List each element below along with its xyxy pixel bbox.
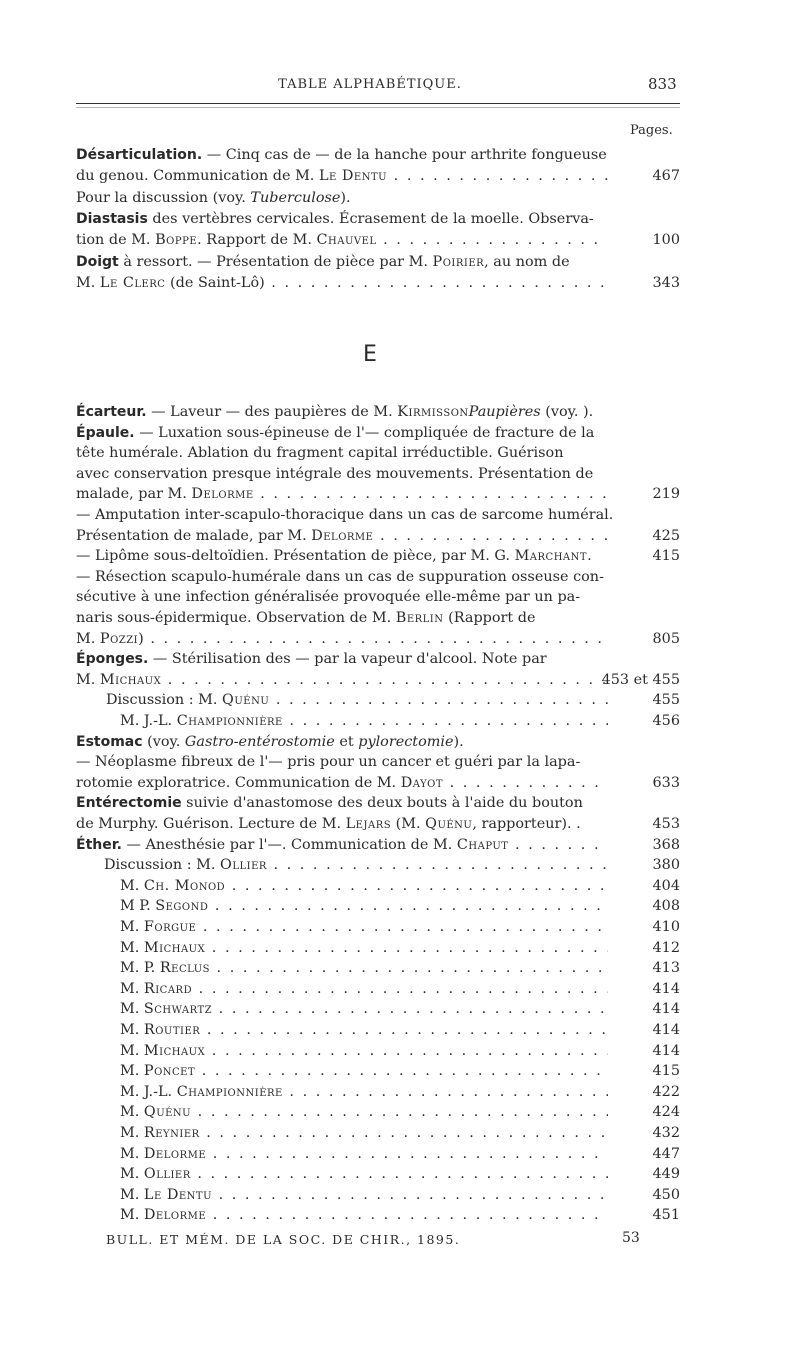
entry-reference: Gastro-entérostomie [184, 733, 335, 750]
section-e-line [120, 938, 680, 958]
entry-author: Le Dentu [318, 168, 388, 185]
section-e-line [120, 876, 680, 896]
section-d-line [76, 188, 680, 208]
entry-text [76, 190, 351, 206]
entry-body: avec conservation presque intégrale des mouvements. Présentation de [76, 465, 594, 482]
entry-body: — Amputation inter-scapulo-thoracique dans un cas de sarcome huméral. [76, 507, 614, 523]
entry-body: — Stérilisation des — par la vapeur d'alcool. Note par [148, 651, 547, 668]
entry-text [120, 1102, 608, 1122]
section-e-line [120, 979, 680, 999]
entry-body: des vertèbres cervicales. Écrasement de la moelle. Observa- [147, 210, 594, 227]
entry-body: — Cinq cas de — de la hanche pour arthrite fongueuse [202, 147, 607, 163]
entry-body: M. [120, 1022, 144, 1038]
entry-body: ). [583, 404, 594, 420]
entry-keyword: Éther. [76, 836, 122, 853]
entry-page-number: 805 [652, 630, 680, 647]
section-e-line [120, 1205, 680, 1225]
entry-text [76, 629, 608, 649]
entry-body: (M. [391, 816, 426, 832]
entry-page-number: 404 [652, 877, 680, 894]
entry-author: Ollier [220, 857, 267, 874]
section-e-line [76, 526, 680, 546]
section-e-line [120, 1020, 680, 1040]
section-e-line [76, 649, 680, 669]
section-e-line [120, 1185, 680, 1205]
entry-page-number: 451 [652, 1207, 680, 1224]
entry-text [76, 610, 536, 626]
entry-body: (Rapport de [443, 610, 536, 626]
entry-text [76, 445, 563, 461]
entry-body: Discussion : M. [106, 692, 223, 709]
entry-body: malade, par M. [76, 486, 192, 503]
entry-author: Kirmisson [397, 404, 469, 420]
section-letter-heading: E [363, 342, 377, 367]
entry-page-number: 633 [652, 774, 680, 791]
section-e-line [76, 835, 680, 855]
entry-text [76, 651, 547, 667]
entry-author: Pozzi [99, 630, 139, 647]
entry-text [104, 855, 608, 875]
entry-text [76, 254, 570, 270]
entry-text [76, 816, 581, 832]
entry-text [76, 754, 580, 770]
section-e-line [76, 670, 680, 690]
entry-page-number: 453 [652, 816, 680, 832]
entry-body: du genou. Communication de M. [76, 168, 319, 185]
entry-text [120, 979, 608, 999]
entry-text [120, 1041, 608, 1061]
header-rule [76, 103, 680, 104]
entry-author: Boppe [155, 232, 198, 249]
entry-body: — Lipôme sous-deltoïdien. Présentation de pièce, par M. G. [76, 548, 515, 565]
entry-page-number: 100 [652, 232, 680, 249]
entry-page-number: 455 [652, 692, 680, 709]
entry-body: M. [76, 274, 100, 291]
section-e-line [120, 1164, 680, 1184]
entry-keyword: Estomac [76, 733, 143, 750]
entry-text [120, 711, 608, 731]
section-e-line [120, 711, 680, 731]
entry-body: sécutive à une infection généralisée provoquée elle-même par un pa- [76, 589, 581, 606]
section-e-line [76, 402, 680, 422]
entry-page-number: 432 [652, 1125, 680, 1141]
entry-text [120, 917, 608, 937]
entry-author: Ricard [143, 980, 193, 997]
entry-text [120, 1020, 608, 1040]
entry-text [76, 507, 613, 523]
header-rule-secondary [76, 107, 680, 108]
entry-author: Michaux [143, 939, 206, 956]
entry-body: M. [120, 919, 144, 935]
entry-keyword: Écarteur. [76, 404, 147, 420]
footer-signature-line: BULL. ET MÉM. DE LA SOC. DE CHIR., 1895. [106, 1232, 461, 1247]
entry-body: , rapporteur). . [472, 816, 581, 832]
entry-author: Delorme [311, 527, 374, 544]
entry-page-number: 450 [652, 1186, 680, 1203]
section-e-line [76, 793, 680, 813]
entry-text [76, 670, 608, 690]
section-e-line [120, 1144, 680, 1164]
entry-author: Michaux [143, 1042, 206, 1059]
entry-body: M. [120, 980, 144, 997]
entry-author: Routier [143, 1022, 201, 1038]
entry-author: Ollier [143, 1166, 191, 1183]
entry-body: — Néoplasme fibreux de l'— pris pour un cancer et guéri par la lapa- [76, 754, 581, 771]
entry-text [76, 166, 608, 186]
section-e-line [76, 752, 680, 772]
entry-page-number: 219 [652, 486, 680, 503]
entry-keyword: Épaule. [76, 424, 135, 441]
entry-body: M. [120, 939, 144, 956]
section-e-line [120, 1061, 680, 1081]
entry-page-number: 410 [652, 919, 680, 935]
entry-body: . Rapport de M. [197, 232, 317, 249]
entry-body: M. [76, 630, 100, 647]
section-e-line [120, 917, 680, 937]
entry-body: — Anesthésie par l'—. Communication de M. [121, 836, 457, 853]
section-e-line [76, 629, 680, 649]
section-e-line [120, 896, 680, 916]
entry-page-number: 456 [652, 713, 680, 729]
section-d-line [76, 209, 680, 229]
entry-author: Quénu [222, 692, 270, 709]
section-e-line [120, 999, 680, 1019]
entry-page-number: 412 [652, 939, 680, 956]
entry-page-number: 414 [652, 980, 680, 997]
section-e-line [76, 608, 680, 628]
entry-body: — Laveur — des paupières de M. [146, 404, 398, 420]
entry-author: Berlin [395, 610, 444, 626]
entry-author: Michaux [99, 671, 162, 688]
entry-text [76, 795, 583, 811]
entry-author: Reclus [159, 960, 210, 977]
entry-body: , au nom de [484, 253, 570, 270]
entry-reference: Tuberculose [250, 189, 341, 206]
entry-author: Quénu [143, 1104, 192, 1121]
entry-text [76, 273, 608, 293]
entry-text [120, 1185, 608, 1205]
entry-body: Présentation de malade, par M. [76, 527, 312, 544]
entry-body: M. [120, 1166, 144, 1183]
section-e-line [76, 423, 680, 443]
entry-body: — Luxation sous-épineuse de l'— compliquée de fracture de la [134, 424, 595, 441]
entry-body: et [334, 733, 359, 750]
entry-author: Delorme [191, 486, 254, 503]
section-e-line [120, 958, 680, 978]
entry-body: M P. [120, 898, 156, 915]
entry-text [120, 876, 608, 896]
entry-body: M. [120, 1042, 144, 1059]
entry-author: Delorme [143, 1207, 207, 1224]
entry-page-number: 415 [652, 548, 680, 565]
entry-body: tion de M. [76, 232, 156, 249]
entry-keyword: Éponges. [76, 651, 149, 668]
entry-reference: Paupières [468, 404, 541, 420]
section-e-line [106, 690, 680, 710]
section-e-line [76, 773, 680, 793]
section-d-line [76, 166, 680, 186]
entry-body: M. P. [120, 960, 160, 977]
entry-page-number: 368 [652, 836, 680, 853]
entry-author: Reynier [143, 1125, 200, 1141]
entry-body: ) [138, 630, 144, 647]
entry-text [76, 230, 608, 250]
entry-reference: pylorectomie [358, 733, 454, 750]
entry-body: — Résection scapulo-humérale dans un cas de suppuration osseuse con- [76, 568, 604, 585]
pages-column-label: Pages. [630, 123, 673, 138]
entry-text [120, 1144, 608, 1164]
entry-body: (voy. [142, 733, 185, 750]
entry-body: Pour la discussion (voy. [76, 189, 251, 206]
section-e-line [76, 814, 680, 834]
entry-page-number: 414 [652, 1022, 680, 1038]
entry-body: . [587, 548, 592, 565]
entry-body: ). [340, 189, 351, 206]
entry-keyword: Diastasis [76, 210, 148, 227]
entry-author: Championnière [176, 1083, 283, 1100]
footer-signature-number: 53 [622, 1230, 640, 1246]
section-e-line [120, 1123, 680, 1143]
entry-text [120, 896, 608, 916]
entry-text [76, 548, 592, 564]
section-d-line [76, 252, 680, 272]
entry-text [120, 1123, 608, 1143]
entry-text [106, 690, 608, 710]
entry-body: ). [453, 733, 464, 750]
entry-text [76, 425, 594, 441]
entry-page-number: 422 [652, 1083, 680, 1100]
entry-keyword: Doigt [76, 253, 119, 270]
entry-keyword: Désarticulation. [76, 147, 203, 163]
entry-page-number: 467 [652, 168, 680, 185]
section-e-line [76, 546, 680, 566]
entry-body: M. [120, 1063, 144, 1080]
entry-author: Quénu [425, 816, 473, 832]
entry-body: tête humérale. Ablation du fragment capital irréductible. Guérison [76, 445, 564, 462]
page-number: 833 [648, 75, 677, 93]
entry-text [120, 1205, 608, 1225]
entry-page-number: 424 [652, 1104, 680, 1121]
entry-page-number: 415 [652, 1063, 680, 1080]
entry-body: suivie d'anastomose des deux bouts à l'aide du bouton [181, 795, 583, 812]
entry-page-number: 343 [652, 274, 680, 291]
section-d-line [76, 145, 680, 165]
section-e-line [120, 1102, 680, 1122]
entry-text [76, 404, 593, 420]
entry-page-number: 413 [652, 960, 680, 977]
entry-keyword: Entérectomie [76, 795, 182, 812]
entry-body: M. [76, 671, 100, 688]
entry-text [76, 835, 608, 855]
section-d-line [76, 230, 680, 250]
entry-text [76, 526, 608, 546]
entry-body: M. [120, 1145, 144, 1162]
entry-text [120, 958, 608, 978]
entry-author: Chauvel [316, 232, 377, 249]
entry-author: Poirier [432, 253, 485, 270]
entry-text [120, 1164, 608, 1184]
entry-author: Lejars [345, 816, 392, 832]
entry-author: Ch. Monod [143, 877, 226, 894]
entry-text [76, 466, 593, 482]
entry-body: (voy. [540, 404, 584, 420]
entry-text [76, 211, 594, 227]
section-e-line [120, 1041, 680, 1061]
entry-page-number: 425 [652, 527, 680, 544]
entry-body: M. [120, 1125, 144, 1141]
entry-author: Championnière [176, 713, 283, 729]
section-e-line [76, 587, 680, 607]
entry-body: à ressort. — Présentation de pièce par M. [118, 253, 433, 270]
entry-page-number: 447 [652, 1145, 680, 1162]
entry-body: rotomie exploratrice. Communication de M. [76, 774, 401, 791]
entry-page-number: 408 [652, 898, 680, 915]
section-e-line [120, 1082, 680, 1102]
entry-author: Poncet [143, 1063, 196, 1080]
entry-body: (de Saint-Lô) [165, 274, 265, 291]
entry-page-number: 453 et 455 [601, 671, 680, 688]
entry-text [76, 589, 580, 605]
entry-author: Chaput [456, 836, 509, 853]
section-d-line [76, 273, 680, 293]
entry-author: Forgue [143, 919, 197, 935]
entry-text [76, 484, 608, 504]
entry-page-number: 414 [652, 1001, 680, 1018]
entry-author: Dayot [400, 774, 444, 791]
entry-text [120, 999, 608, 1019]
entry-author: Delorme [143, 1145, 207, 1162]
entry-text [120, 1061, 608, 1081]
entry-author: Le Clerc [99, 274, 166, 291]
entry-text [120, 938, 608, 958]
entry-body: M. [120, 877, 144, 894]
entry-body: M. J.-L. [120, 713, 177, 729]
entry-text [76, 569, 604, 585]
entry-text [76, 773, 608, 793]
entry-page-number: 380 [652, 857, 680, 874]
entry-text [76, 147, 607, 163]
entry-body: Discussion : M. [104, 857, 221, 874]
page-title: TABLE ALPHABÉTIQUE. [278, 77, 462, 92]
section-e-line [76, 484, 680, 504]
section-e-line [76, 732, 680, 752]
section-e-line [104, 855, 680, 875]
section-e-line [76, 505, 680, 525]
entry-body: M. [120, 1001, 144, 1018]
entry-page-number: 414 [652, 1042, 680, 1059]
entry-body: M. [120, 1186, 144, 1203]
entry-author: Marchant [514, 548, 588, 565]
section-e-line [76, 567, 680, 587]
entry-body: naris sous-épidermique. Observation de M. [76, 610, 396, 626]
entry-body: M. J.-L. [120, 1083, 177, 1100]
entry-text [76, 734, 464, 750]
entry-text [120, 1082, 608, 1102]
entry-author: Le Dentu [143, 1186, 213, 1203]
entry-body: M. [120, 1207, 144, 1224]
entry-body: de Murphy. Guérison. Lecture de M. [76, 816, 346, 832]
entry-page-number: 449 [652, 1166, 680, 1183]
entry-body: M. [120, 1104, 144, 1121]
section-e-line [76, 443, 680, 463]
section-e-line [76, 464, 680, 484]
entry-author: Schwartz [143, 1001, 213, 1018]
entry-author: Segond [155, 898, 209, 915]
